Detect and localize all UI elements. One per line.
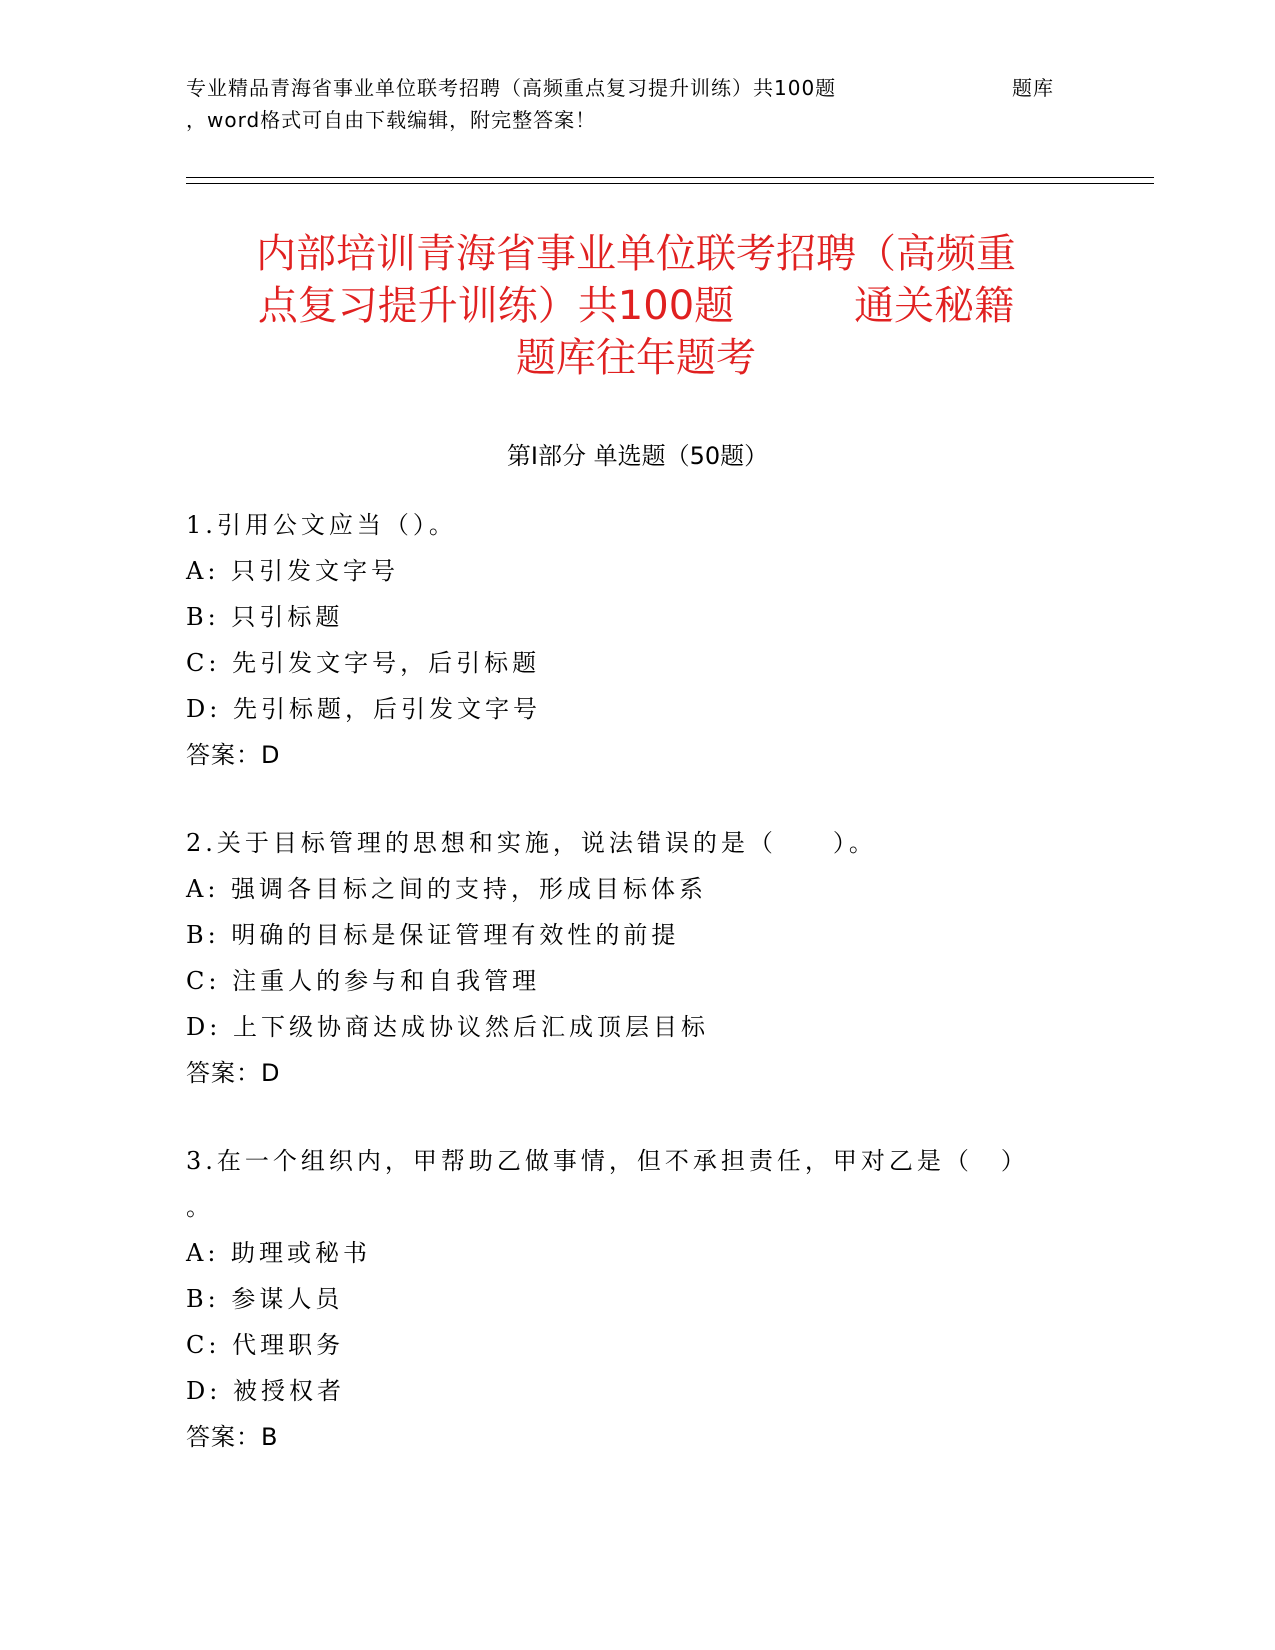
header-rule-bottom: [186, 183, 1154, 184]
header-line-2: ，word格式可自由下载编辑，附完整答案！: [186, 108, 597, 132]
option-b: B: 只引标题: [186, 603, 344, 631]
answer: 答案：D: [186, 741, 281, 769]
document-title: [186, 228, 1086, 384]
option-a: A: 只引发文字号: [186, 557, 400, 585]
question-3: [186, 1138, 1086, 1460]
option-d: D: 被授权者: [186, 1377, 345, 1405]
question-stem: 1.引用公文应当（）。: [186, 511, 457, 539]
option-d: D: 先引标题，后引发文字号: [186, 695, 541, 723]
header-line-1: 专业精品青海省事业单位联考招聘（高频重点复习提升训练）共100题: [186, 76, 837, 100]
header-line-1-tail: 题库: [1012, 76, 1054, 100]
title-line-2: 点复习提升训练）共100题 通关秘籍: [257, 283, 1015, 329]
question-stem-continuation: 。: [186, 1193, 214, 1221]
header-rule-top: [186, 177, 1154, 178]
option-c: C: 注重人的参与和自我管理: [186, 967, 541, 995]
option-c: C: 先引发文字号，后引标题: [186, 649, 541, 677]
option-a: A: 强调各目标之间的支持，形成目标体系: [186, 875, 708, 903]
answer: 答案：B: [186, 1423, 279, 1451]
title-line-3: 题库往年题考: [516, 335, 756, 381]
option-b: B: 参谋人员: [186, 1285, 344, 1313]
question-1: [186, 502, 1086, 778]
document-header: [186, 72, 1086, 136]
option-a: A: 助理或秘书: [186, 1239, 372, 1267]
question-2: [186, 820, 1086, 1096]
question-stem: 2.关于目标管理的思想和实施，说法错误的是（ ）。: [186, 829, 877, 857]
title-line-1: 内部培训青海省事业单位联考招聘（高频重: [256, 231, 1016, 277]
answer: 答案：D: [186, 1059, 281, 1087]
option-b: B: 明确的目标是保证管理有效性的前提: [186, 921, 680, 949]
question-stem: 3.在一个组织内，甲帮助乙做事情，但不承担责任，甲对乙是（ ）: [186, 1147, 1029, 1175]
option-c: C: 代理职务: [186, 1331, 345, 1359]
option-d: D: 上下级协商达成协议然后汇成顶层目标: [186, 1013, 709, 1041]
section-heading: 第I部分 单选题（50题）: [506, 442, 769, 470]
